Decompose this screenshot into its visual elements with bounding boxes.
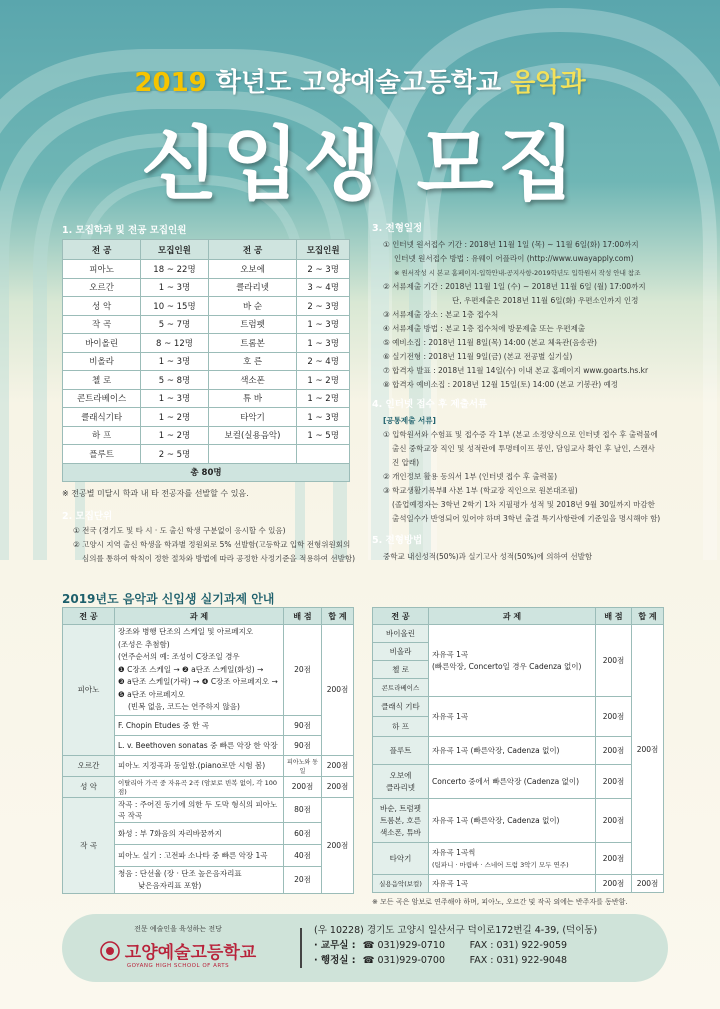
task-line: ❶ C장조 스케일 → ❷ a단조 스케일(화성) → — [118, 664, 264, 674]
major-line: 바순, 트럼펫 — [380, 803, 421, 813]
cell: 2 ~ 3명 — [297, 297, 350, 316]
cell: 클래식기타 — [63, 408, 141, 427]
cell: 호 른 — [208, 352, 297, 371]
task-cell: 화성 : 부 7화음의 자리바꿈까지 — [115, 822, 284, 844]
task-line: 청음 : 단선율 (장 · 단조 높은음자리표 — [118, 868, 242, 878]
table-row — [63, 352, 350, 371]
cell: 하 프 — [63, 426, 141, 445]
task-cell — [115, 625, 284, 716]
cell: 오보에 — [208, 260, 297, 279]
school-name-en: GOYANG HIGH SCHOOL OF ARTS — [126, 963, 230, 969]
cell: 색소폰 — [208, 371, 297, 390]
task-cell: 작곡 : 주어진 동기에 의한 두 도막 형식의 피아노곡 작곡 — [115, 797, 284, 822]
table-row — [63, 389, 350, 408]
schedule-item: ⑤ 예비소집 : 2018년 11월 8일(목) 14:00 (본교 체육관(음송관) — [383, 338, 597, 347]
schedule-item: ⑦ 합격자 발표 : 2018년 11월 14일(수) 이내 본교 홈페이지 www.goarts.hs.kr — [383, 366, 649, 375]
task-line: (연주순서의 예: 조성이 C장조일 경우 — [118, 652, 240, 661]
school-name-logo: 고양예술고등학교 — [124, 943, 257, 963]
table-row — [63, 315, 350, 334]
department: 음악과 — [510, 68, 586, 98]
docs-item: 출석일수가 반영되어 있어야 하며 3학년 출결 특기사항란에 기준일을 명시해야 함) — [392, 514, 661, 523]
exam-title: 2019년도 음악과 신입생 실기과제 안내 — [62, 592, 275, 606]
unit-line: ① 전국 (경기도 및 타 시 · 도 출신 학생 구분없이 응시할 수 있음) — [73, 526, 286, 535]
exam-header-row — [373, 608, 664, 625]
score-cell: 90점 — [284, 735, 322, 755]
school-name: 고양예술고등학교 — [300, 68, 502, 98]
total-cell: 200점 — [322, 755, 354, 776]
docs-heading: 4. 인터넷 접수 후 제출서류 — [372, 399, 488, 410]
cell: 1 ~ 3명 — [297, 408, 350, 427]
contact-fax: FAX : 031) 922-9059 — [469, 940, 568, 951]
major-cell: 성 악 — [63, 776, 115, 797]
table-row — [63, 408, 350, 427]
cell: 1 ~ 3명 — [141, 352, 209, 371]
table-row — [63, 334, 350, 353]
cell: 8 ~ 12명 — [141, 334, 209, 353]
col-count: 모집인원 — [297, 240, 350, 260]
score-cell: 40점 — [284, 844, 322, 866]
major-cell: 바이올린 — [373, 625, 429, 643]
major-cell — [373, 765, 429, 799]
cell: 18 ~ 22명 — [141, 260, 209, 279]
cell: 1 ~ 3명 — [297, 334, 350, 353]
quota-heading: 1. 모집학과 및 전공 모집인원 — [62, 225, 187, 236]
score-cell: 200점 — [596, 875, 632, 893]
exam-note: ※ 모든 곡은 암보로 연주해야 하며, 피아노, 오르간 및 작곡 외에는 반주자를 동반함. — [372, 898, 628, 906]
schedule-item: ⑥ 실기전형 : 2018년 11월 9일(금) (본교 전공별 실기실) — [383, 352, 573, 361]
cell: 보컬(실용음악) — [208, 426, 297, 445]
col-score: 배 점 — [596, 608, 632, 625]
col-total: 합 계 — [322, 608, 354, 625]
cell: 피아노 — [63, 260, 141, 279]
method-text: 중학교 내신성적(50%)과 실기고사 성적(50%)에 의하여 선발함 — [383, 552, 593, 561]
cell — [297, 445, 350, 464]
method-heading: 5. 전형방법 — [372, 535, 423, 546]
cell: 2 ~ 5명 — [141, 445, 209, 464]
score-cell: 200점 — [596, 799, 632, 843]
school-year-label: 학년도 — [215, 68, 292, 98]
cell: 2 ~ 3명 — [297, 260, 350, 279]
schedule-item: ① 인터넷 원서접수 기간 : 2018년 11월 1일 (목) ~ 11월 6일(화) 17:00까지 — [383, 240, 639, 249]
task-cell: 이탈리아 가곡 중 자유곡 2곡 (암보로 빈복 없이, 각 100점) — [115, 776, 284, 797]
docs-item: (졸업예정자는 3학년 2학기 1차 지필평가 성적 및 2018년 9월 30일까지 마감한 — [392, 500, 655, 509]
task-cell: F. Chopin Etudes 중 한 곡 — [115, 715, 284, 735]
page-title: 신입생 모집 — [140, 118, 580, 211]
cell: 트롬본 — [208, 334, 297, 353]
cell: 트럼펫 — [208, 315, 297, 334]
cell: 5 ~ 7명 — [141, 315, 209, 334]
col-score: 배 점 — [284, 608, 322, 625]
contact-label: · 행정실 : — [314, 955, 356, 966]
cell: 클라리넷 — [208, 278, 297, 297]
score-cell: 20점 — [284, 625, 322, 716]
task-cell: 자유곡 1곡 — [429, 875, 596, 893]
major-cell: 타악기 — [373, 843, 429, 875]
cell: 2 ~ 4명 — [297, 352, 350, 371]
title-line — [0, 62, 720, 99]
col-task: 과 제 — [429, 608, 596, 625]
total-cell: 200점 — [322, 625, 354, 756]
major-cell: 실용음악(보컬) — [373, 875, 429, 893]
score-cell: 90점 — [284, 715, 322, 735]
quota-header-row — [63, 240, 350, 260]
schedule-item: 단, 우편제출은 2018년 11월 6일(화) 우편소인까지 인정 — [452, 296, 639, 305]
score-cell: 피아노와 동일 — [284, 755, 322, 776]
major-cell: 하 프 — [373, 717, 429, 737]
cell: 바 순 — [208, 297, 297, 316]
table-row — [63, 755, 354, 776]
table-row — [373, 843, 664, 875]
cell: 타악기 — [208, 408, 297, 427]
exam-table-right — [372, 607, 664, 907]
major-cell: 첼 로 — [373, 661, 429, 679]
cell: 튜 바 — [208, 389, 297, 408]
unit-heading: 2. 모집단위 — [62, 511, 113, 522]
schedule-item: ③ 서류제출 장소 : 본교 1층 접수처 — [383, 310, 499, 319]
quota-note: ※ 전공별 미달시 학과 내 타 전공자를 선발할 수 있음. — [62, 489, 249, 498]
table-row — [63, 776, 354, 797]
table-row — [373, 875, 664, 893]
task-line: (빈복 없음, 코드는 연주하지 않음) — [128, 702, 240, 711]
cell: 1 ~ 2명 — [297, 371, 350, 390]
total-cell: 200점 — [632, 625, 664, 875]
task-cell: 자유곡 1곡 — [429, 697, 596, 737]
task-cell: 피아노 지정곡과 동일함.(piano로만 시험 봄) — [115, 755, 284, 776]
cell: 첼 로 — [63, 371, 141, 390]
tagline: 전문 예술인을 육성하는 전당 — [134, 925, 222, 933]
major-line: 클라리넷 — [386, 782, 415, 792]
docs-item: ① 입학원서와 수험표 및 접수증 각 1부 (본교 소정양식으로 인터넷 접수 후 출력물에 — [383, 430, 658, 439]
schedule-item: ⑧ 합격자 예비소집 : 2018년 12월 15일(토) 14:00 (본교 기봉관) 예정 — [383, 380, 618, 389]
table-row — [63, 260, 350, 279]
table-row — [63, 371, 350, 390]
cell: 바이올린 — [63, 334, 141, 353]
exam-table — [62, 607, 354, 894]
docs-common: [공통제출 서류] — [383, 416, 436, 425]
table-row — [373, 765, 664, 799]
col-task: 과 제 — [115, 608, 284, 625]
major-cell: 플루트 — [373, 737, 429, 765]
task-cell: L. v. Beethoven sonatas 중 빠른 악장 한 악장 — [115, 735, 284, 755]
schedule-note: ※ 원서작성 시 본교 홈페이지-입학안내-공지사항-2019학년도 입학원서 작성 안내 참조 — [394, 269, 641, 277]
task-cell — [429, 843, 596, 875]
schedule-item: ④ 서류제출 방법 : 본교 1층 접수처에 방문제출 또는 우편제출 — [383, 324, 586, 333]
col-total: 합 계 — [632, 608, 664, 625]
col-major: 전 공 — [373, 608, 429, 625]
cell: 5 ~ 8명 — [141, 371, 209, 390]
table-row — [63, 625, 354, 716]
cell: 1 ~ 2명 — [141, 408, 209, 427]
cell: 작 곡 — [63, 315, 141, 334]
score-cell: 200점 — [596, 843, 632, 875]
contact-fax: FAX : 031) 922-9048 — [469, 955, 568, 966]
cell: 1 ~ 2명 — [141, 426, 209, 445]
score-cell: 20점 — [284, 866, 322, 893]
major-cell: 피아노 — [63, 625, 115, 756]
logo-name — [88, 938, 268, 963]
docs-item: ③ 학교생활기록부Ⅱ 사본 1부 (학교장 직인으로 원본대조필) — [383, 486, 578, 495]
major-cell: 오르간 — [63, 755, 115, 776]
task-line: (조성은 추첨함) — [118, 639, 170, 649]
quota-table — [62, 239, 350, 482]
task-cell: 피아노 실기 : 고전파 소나타 중 빠른 악장 1곡 — [115, 844, 284, 866]
schedule-item: ② 서류제출 기간 : 2018년 11월 1일 (수) ~ 2018년 11월 6일 (월) 17:00까지 — [383, 282, 646, 291]
task-line: (빠른악장, Concerto일 경우 Cadenza 없이) — [432, 661, 582, 671]
table-row — [63, 797, 354, 822]
major-line: 오보에 — [389, 770, 412, 780]
major-cell: 작 곡 — [63, 797, 115, 893]
total-cell: 총 80명 — [63, 463, 350, 482]
score-cell: 200점 — [596, 765, 632, 799]
task-cell — [429, 625, 596, 697]
exam-table — [372, 607, 664, 893]
table-row — [373, 737, 664, 765]
divider — [300, 928, 302, 968]
contact-tel: ☎ 031)929-0700 — [362, 955, 446, 966]
task-line: ❺ a단조 아르페지오 — [118, 689, 185, 699]
col-major: 전 공 — [63, 240, 141, 260]
address: (우 10228) 경기도 고양시 일산서구 덕이로172번길 4-39, (덕이동) — [314, 925, 598, 936]
contact-info — [314, 923, 597, 968]
cell: 1 ~ 2명 — [297, 389, 350, 408]
total-cell: 200점 — [322, 797, 354, 893]
cell: 비올라 — [63, 352, 141, 371]
cell: 10 ~ 15명 — [141, 297, 209, 316]
contact-label: · 교무실 : — [314, 940, 356, 951]
unit-line: ② 고양시 지역 출신 학생을 학과별 정원외로 5% 선발함(고등학교 입학 전형위원회의 — [73, 540, 351, 549]
score-cell: 200점 — [284, 776, 322, 797]
col-major: 전 공 — [63, 608, 115, 625]
major-cell: 콘트라베이스 — [373, 679, 429, 697]
total-cell: 200점 — [322, 776, 354, 797]
unit-section — [62, 510, 362, 566]
cell: 1 ~ 3명 — [141, 389, 209, 408]
cell: 플루트 — [63, 445, 141, 464]
emblem-icon — [100, 941, 120, 961]
docs-item: 출신 중학교장 직인 및 성적란에 투명테이프 봉인, 담임교사 확인 후 날인, 스캔사진 압래) — [392, 444, 655, 467]
major-cell: 비올라 — [373, 643, 429, 661]
score-cell: 60점 — [284, 822, 322, 844]
total-row — [63, 463, 350, 482]
unit-line: 심의를 통하여 학칙이 정한 절차와 방법에 따라 공정한 사정기준을 적용하여 선발함) — [82, 554, 356, 563]
cell: 성 악 — [63, 297, 141, 316]
table-row — [373, 625, 664, 643]
task-cell: 자유곡 1곡 (빠른악장, Cadenza 없이) — [429, 799, 596, 843]
task-line: 장조와 병행 단조의 스케일 및 아르페지오 — [118, 627, 254, 636]
major-line: 트롬본, 호른 — [380, 815, 421, 825]
cell: 3 ~ 4명 — [297, 278, 350, 297]
exam-header-row — [63, 608, 354, 625]
schedule-item: 인터넷 원서접수 방법 : 유웨이 어플라이 (http://www.uwayapply.com) — [394, 254, 634, 263]
score-cell: 200점 — [596, 737, 632, 765]
table-row — [63, 445, 350, 464]
table-row — [63, 426, 350, 445]
task-cell — [115, 866, 284, 893]
cell: 1 ~ 5명 — [297, 426, 350, 445]
year: 2019 — [134, 68, 207, 98]
major-cell — [373, 799, 429, 843]
task-line: 낮은음자리표 포함) — [138, 880, 202, 890]
contact-tel: ☎ 031)929-0710 — [362, 940, 446, 951]
task-line: 자유곡 1곡 — [432, 649, 469, 659]
cell: 1 ~ 3명 — [141, 278, 209, 297]
table-row — [63, 297, 350, 316]
school-logo — [88, 924, 268, 969]
major-cell: 클래식 기타 — [373, 697, 429, 717]
col-count: 모집인원 — [141, 240, 209, 260]
col-major: 전 공 — [208, 240, 297, 260]
table-row — [373, 799, 664, 843]
score-cell: 200점 — [596, 697, 632, 737]
contact-row — [314, 953, 597, 968]
task-line: (팀파니 · 마림바 · 스네어 드럼 3악기 모두 연주) — [432, 860, 569, 869]
score-cell: 80점 — [284, 797, 322, 822]
cell: 오르간 — [63, 278, 141, 297]
task-cell: 자유곡 1곡 (빠른악장, Cadenza 없이) — [429, 737, 596, 765]
quota-section — [62, 222, 350, 499]
table-row — [373, 697, 664, 717]
task-line: ❸ a단조 스케일(가락) → ❹ C장조 아르페지오 → — [118, 677, 278, 686]
schedule-section — [372, 222, 662, 564]
cell: 1 ~ 3명 — [297, 315, 350, 334]
task-line: 자유곡 1곡씩 — [432, 847, 476, 857]
docs-item: ② 개인정보 활용 동의서 1부 (인터넷 접수 후 출력물) — [383, 472, 558, 481]
cell: 콘트라베이스 — [63, 389, 141, 408]
exam-table-left — [62, 607, 354, 894]
major-line: 색소폰, 튜바 — [380, 827, 421, 837]
contact-row — [314, 938, 597, 953]
score-cell: 200점 — [596, 625, 632, 697]
total-cell: 200점 — [632, 875, 664, 893]
task-cell: Concerto 중에서 빠른악장 (Cadenza 없이) — [429, 765, 596, 799]
schedule-heading: 3. 전형일정 — [372, 223, 423, 234]
cell — [208, 445, 297, 464]
table-row — [63, 278, 350, 297]
